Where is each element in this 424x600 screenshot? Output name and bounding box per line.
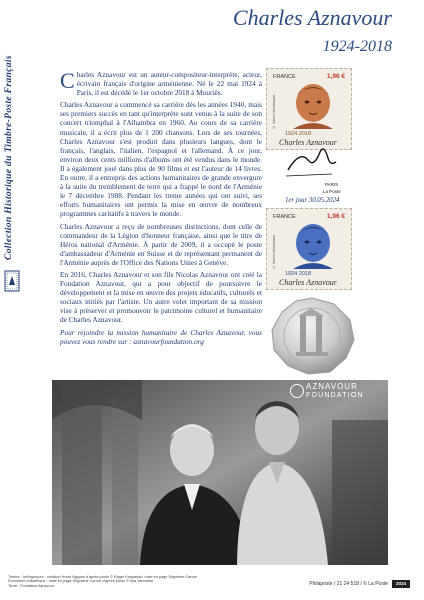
stamp-blue [266,208,352,290]
stamp-years: 1924 2018 [285,271,311,277]
footer-year-badge: 2024 [392,580,410,588]
paragraph-1 [60,70,262,97]
first-day-date: 1er jour 30.05.2024 [285,197,340,204]
postmark-signature-icon [280,140,340,180]
drop-cap: C [60,68,75,93]
credit-line: Timbre : héliogravure - création Hrant Nguyen d'après photo © Roger Kasparian, mise en page Ségolène Carron [8,575,198,579]
stamp-name: Charles Aznavour [279,278,337,287]
collection-logo-icon [4,270,20,292]
paragraph-4: En 2016, Charles Aznavour et son fils Nicolas Aznavour ont créé la Fondation Aznavour, qui a pour objectif de poursuivre le développement et la mise en œuvre des projets éducatifs, culturels et sociaux initiés par l'artiste. Un autre volet important de sa mission vise à préserver et promouvoir le patrimoine culturel et humanitaire de Charles Aznavour. [60,269,262,325]
aznavour-foundation-logo [290,382,380,422]
stamp-portrait-icon [283,83,341,129]
paragraph-1-text: harles Aznavour est un auteur-compositeur-interprète, acteur, écrivain français d'origine arménienne. Né le 22 mai 1924 à Paris, il est décédé le 1er octobre 2018 à Mouriès. [76,70,262,98]
stamp-credit: © Zaven Varshavyan [272,95,276,129]
stamp-portrait-icon [283,223,341,269]
page-title: Charles Aznavour [232,5,392,30]
closing-note: Pour rejoindre la mission humanitaire de Charles Aznavour, vous pouvez vous rendre sur : aznavourfoundation.org [60,327,262,346]
credit-line: Texte : Fondation Aznavour [8,583,55,588]
foundation-logo-icon [290,384,304,398]
stamp-country: FRANCE [273,214,296,220]
stamp-orange [266,68,352,150]
stamp-value: 1,96 € [326,73,345,80]
collection-label: Collection Historique du Timbre-Poste Français [3,55,14,260]
paragraph-3: Charles Aznavour a reçu de nombreuses distinctions, dont celle de commandeur de la Légion d'honneur française, ainsi que le titre de Héros national d'Arménie. À partir de 2009, il a occupé le poste d'ambassadeur d'Arménie en Suisse et de représentant permanent de l'Arménie auprès de l'Office des Nations Unies à Genève. [60,221,262,267]
footer-reference: Philaposte / 21 24 518 / © La Poste [309,581,388,587]
stamp-country: FRANCE [273,74,296,80]
postmark-sub: La Poste [323,189,341,194]
sidebar [0,0,24,600]
credit-line: Document philatélique : mise en page Ségolène Carron d'après photo © Ilya Varoutian [8,579,154,584]
stamp-credit: © Zaven Varshavyan [272,235,276,269]
biography-text [60,70,262,349]
paragraph-2: Charles Aznavour a commencé sa carrière dès les années 1940, mais ses premiers succès en tant qu'interprète sont venus à la suite de son concert triomphal à l'Alhambra en 1960. Au cours de sa carrière musicale, il a écrit plus de 1 200 chansons. Lors de ses tournées, Charles Aznavour s'est produit dans plusieurs langues, dont le français, l'anglais, l'italien, l'espagnol et l'allemand. À ce jour, environ deux cents millions d'albums ont été vendus dans le monde. Il a également joué dans plus de 90 films et est l'auteur de 14 livres. En outre, il a entrepris des actions humanitaires de grande envergure à la suite du tremblement de terre qui a frappé le nord de l'Arménie le 7 décembre 1988. Pendant les trente années qui ont suivi, ses efforts humanitaires ont permis la mise en œuvre de nombreux programmes caritatifs à travers le monde. [60,100,262,219]
postmark-place: PARIS [325,182,339,187]
silver-medal-icon [268,296,356,376]
footer-credits [8,575,228,588]
foundation-logo-line1: AZNAVOUR [306,382,358,391]
foundation-logo-line2: FOUNDATION [306,392,364,399]
page-years: 1924-2018 [322,38,392,55]
stamp-value: 1,96 € [326,213,345,220]
stamp-years: 1924 2018 [285,131,311,137]
stamp-name: Charles Aznavour [279,138,337,147]
